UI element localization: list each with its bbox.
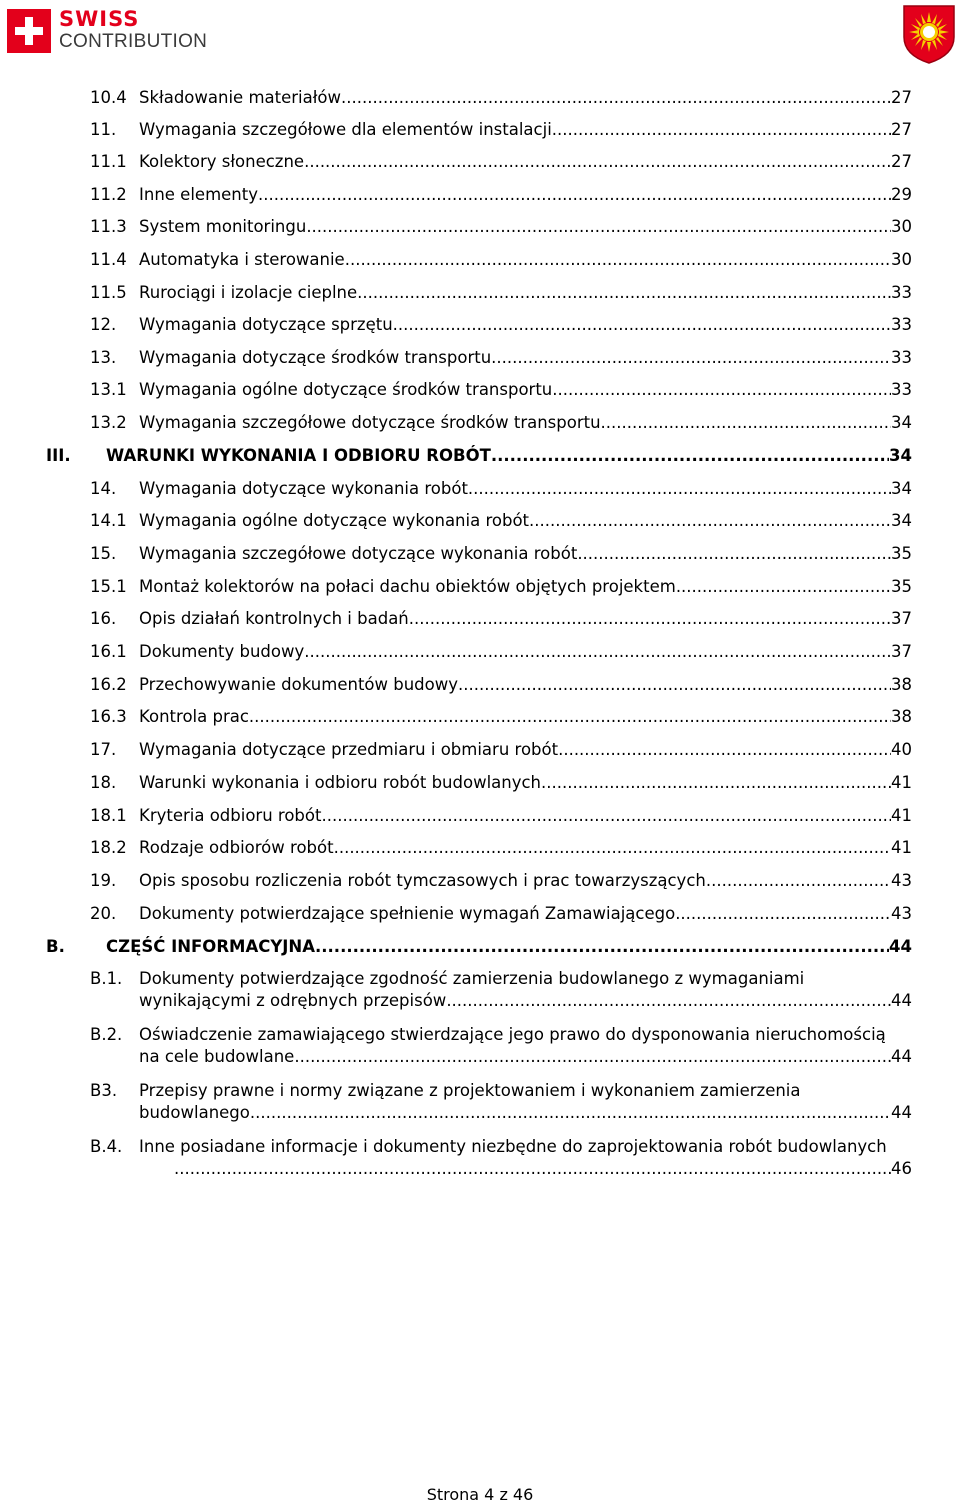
toc-entry[interactable] <box>0 674 960 696</box>
toc-page-number: 41 <box>891 773 912 792</box>
toc-entry-number: 18.1 <box>90 806 127 825</box>
toc-page-number: 44 <box>891 1047 912 1066</box>
toc-page-number: 41 <box>891 806 912 825</box>
toc-entry-title: na cele budowlane <box>139 1047 295 1066</box>
toc-entry-number: 11. <box>90 120 117 139</box>
toc-entry-number: 13.1 <box>90 380 127 399</box>
toc-dot-leader <box>706 870 891 892</box>
toc-entry-title: System monitoringu <box>139 217 307 236</box>
toc-entry-title: Wymagania dotyczące sprzętu <box>139 315 393 334</box>
toc-entry[interactable] <box>0 216 960 238</box>
toc-dot-leader <box>345 249 891 271</box>
toc-dot-leader <box>357 282 891 304</box>
toc-entry-title: Wymagania dotyczące środków transportu <box>139 348 492 367</box>
toc-page-number: 35 <box>891 577 912 596</box>
toc-dot-leader <box>468 478 891 500</box>
toc-entry-number: 14. <box>90 479 117 498</box>
toc-entry-title: Kontrola prac <box>139 707 249 726</box>
toc-page-number: 34 <box>891 413 912 432</box>
toc-dot-leader <box>601 412 891 434</box>
toc-entry-number: 11.2 <box>90 185 127 204</box>
logo-text-line2: CONTRIBUTION <box>59 31 208 52</box>
toc-entry-title-line1: Przepisy prawne i normy związane z projektowaniem i wykonaniem zamierzenia <box>139 1081 801 1100</box>
toc-dot-leader <box>675 903 891 925</box>
toc-entry[interactable] <box>0 641 960 663</box>
toc-entry[interactable] <box>0 412 960 434</box>
toc-entry-title: Wymagania dotyczące wykonania robót <box>139 479 468 498</box>
toc-entry-title: Wymagania szczegółowe dla elementów instalacji <box>139 120 552 139</box>
toc-dot-leader <box>552 379 891 401</box>
toc-entry-title: CZĘŚĆ INFORMACYJNA <box>106 937 315 956</box>
toc-page-number: 46 <box>891 1159 912 1178</box>
toc-page-number: 40 <box>891 740 912 759</box>
toc-entry[interactable] <box>0 347 960 369</box>
toc-entry-number: 13.2 <box>90 413 127 432</box>
toc-entry-title: wynikającymi z odrębnych przepisów <box>139 991 447 1010</box>
toc-entry[interactable] <box>0 936 960 958</box>
toc-entry-title: WARUNKI WYKONANIA I ODBIORU ROBÓT <box>106 446 491 465</box>
toc-entry[interactable] <box>0 576 960 598</box>
coat-of-arms-icon <box>901 3 957 65</box>
toc-entry[interactable] <box>0 1136 960 1180</box>
toc-entry[interactable] <box>0 151 960 173</box>
toc-entry[interactable] <box>0 445 960 467</box>
toc-page-number: 41 <box>891 838 912 857</box>
toc-entry[interactable] <box>0 282 960 304</box>
toc-entry-number: 11.5 <box>90 283 127 302</box>
toc-dot-leader <box>676 576 891 598</box>
toc-entry-title: Kryteria odbioru robót <box>139 806 322 825</box>
swiss-contribution-logo <box>7 9 227 55</box>
toc-entry-number: 17. <box>90 740 117 759</box>
toc-dot-leader <box>558 739 891 761</box>
toc-page-number: 27 <box>891 120 912 139</box>
toc-entry[interactable] <box>0 184 960 206</box>
toc-entry-number: 16.3 <box>90 707 127 726</box>
toc-dot-leader <box>529 510 891 532</box>
toc-entry-number: 12. <box>90 315 117 334</box>
toc-entry-number: 18.2 <box>90 838 127 857</box>
toc-entry[interactable] <box>0 1080 960 1124</box>
toc-entry-number: B.2. <box>90 1025 123 1044</box>
toc-entry-title: Składowanie materiałów <box>139 88 342 107</box>
toc-entry-title: Wymagania dotyczące przedmiaru i obmiaru robót <box>139 740 559 759</box>
toc-entry-title-line1: Oświadczenie zamawiającego stwierdzające jego prawo do dysponowania nieruchomością <box>139 1025 886 1044</box>
toc-dot-leader <box>315 936 889 958</box>
toc-page-number: 30 <box>891 250 912 269</box>
toc-entry-number: 11.1 <box>90 152 127 171</box>
toc-dot-leader <box>306 216 891 238</box>
toc-page-number: 33 <box>891 380 912 399</box>
toc-page-number: 35 <box>891 544 912 563</box>
toc-dot-leader <box>249 706 891 728</box>
toc-page-number: 34 <box>889 446 912 465</box>
toc-entry-title-line1: Dokumenty potwierdzające zgodność zamierzenia budowlanego z wymaganiami <box>139 969 805 988</box>
toc-entry-number: 16. <box>90 609 117 628</box>
toc-entry-number: 11.3 <box>90 217 127 236</box>
page-number-footer: Strona 4 z 46 <box>426 1485 534 1504</box>
toc-dot-leader <box>321 805 891 827</box>
toc-entry-title: Opis działań kontrolnych i badań <box>139 609 409 628</box>
toc-entry-number: 16.2 <box>90 675 127 694</box>
toc-entry-title: Wymagania ogólne dotyczące środków transportu <box>139 380 553 399</box>
toc-dot-leader <box>250 1102 891 1124</box>
toc-entry[interactable] <box>0 478 960 500</box>
toc-page-number: 37 <box>891 642 912 661</box>
toc-entry-title: Montaż kolektorów na połaci dachu obiektów objętych projektem <box>139 577 676 596</box>
swiss-cross-icon <box>7 9 51 53</box>
toc-dot-leader <box>304 641 891 663</box>
toc-entry[interactable] <box>0 968 960 1012</box>
toc-entry-title-line1: Inne posiadane informacje i dokumenty niezbędne do zaprojektowania robót budowlanych <box>139 1137 887 1156</box>
toc-dot-leader <box>334 837 891 859</box>
toc-entry-title: Warunki wykonania i odbioru robót budowlanych <box>139 773 542 792</box>
logo-text-line1: SWISS <box>59 7 140 31</box>
toc-entry-title: Wymagania szczegółowe dotyczące wykonania robót <box>139 544 578 563</box>
toc-dot-leader <box>458 674 891 696</box>
toc-entry[interactable] <box>0 87 960 109</box>
toc-entry-title: Rodzaje odbiorów robót <box>139 838 334 857</box>
toc-entry[interactable] <box>0 314 960 336</box>
toc-dot-leader <box>294 1046 891 1068</box>
toc-entry[interactable] <box>0 510 960 532</box>
toc-page-number: 30 <box>891 217 912 236</box>
toc-entry-title: Inne elementy <box>139 185 258 204</box>
toc-entry[interactable] <box>0 870 960 892</box>
toc-entry[interactable] <box>0 119 960 141</box>
toc-entry[interactable] <box>0 608 960 630</box>
toc-entry-title: Opis sposobu rozliczenia robót tymczasowych i prac towarzyszących <box>139 871 706 890</box>
toc-entry-title: Rurociągi i izolacje cieplne <box>139 283 358 302</box>
toc-entry-number: B3. <box>90 1081 118 1100</box>
toc-page-number: 44 <box>891 991 912 1010</box>
toc-dot-leader <box>541 772 891 794</box>
toc-entry[interactable] <box>0 772 960 794</box>
toc-entry[interactable] <box>0 739 960 761</box>
toc-page-number: 33 <box>891 348 912 367</box>
toc-dot-leader <box>409 608 891 630</box>
toc-page-number: 43 <box>891 904 912 923</box>
toc-entry-number: 18. <box>90 773 117 792</box>
toc-page-number: 33 <box>891 283 912 302</box>
toc-entry-number: 15. <box>90 544 117 563</box>
toc-dot-leader <box>577 543 891 565</box>
toc-entry[interactable] <box>0 1024 960 1068</box>
toc-dot-leader <box>304 151 891 173</box>
toc-entry-title: Dokumenty potwierdzające spełnienie wymagań Zamawiającego <box>139 904 676 923</box>
toc-entry[interactable] <box>0 706 960 728</box>
toc-page-number: 44 <box>891 1103 912 1122</box>
toc-page-number: 34 <box>891 511 912 530</box>
toc-page-number: 43 <box>891 871 912 890</box>
toc-entry-title: Przechowywanie dokumentów budowy <box>139 675 459 694</box>
toc-entry-number: 16.1 <box>90 642 127 661</box>
toc-entry-number: 11.4 <box>90 250 127 269</box>
toc-entry-number: B.4. <box>90 1137 123 1156</box>
toc-entry-number: III. <box>46 446 71 465</box>
toc-entry-number: 10.4 <box>90 88 127 107</box>
toc-dot-leader <box>258 184 891 206</box>
toc-entry[interactable] <box>0 543 960 565</box>
toc-page-number: 38 <box>891 707 912 726</box>
toc-page-number: 44 <box>889 937 912 956</box>
toc-entry-title: Kolektory słoneczne <box>139 152 305 171</box>
toc-entry-number: B. <box>46 937 65 956</box>
toc-dot-leader <box>393 314 891 336</box>
toc-dot-leader <box>341 87 891 109</box>
toc-entry[interactable] <box>0 805 960 827</box>
toc-page-number: 33 <box>891 315 912 334</box>
toc-dot-leader <box>446 990 891 1012</box>
toc-entry-number: 15.1 <box>90 577 127 596</box>
toc-page-number: 38 <box>891 675 912 694</box>
toc-entry-number: 13. <box>90 348 117 367</box>
toc-entry[interactable] <box>0 837 960 859</box>
toc-dot-leader <box>552 119 891 141</box>
toc-entry-title: Dokumenty budowy <box>139 642 305 661</box>
toc-entry-title: Automatyka i sterowanie <box>139 250 345 269</box>
toc-dot-leader <box>174 1158 891 1180</box>
toc-entry-number: B.1. <box>90 969 123 988</box>
toc-dot-leader <box>491 347 891 369</box>
toc-entry-title: budowlanego <box>139 1103 250 1122</box>
toc-entry[interactable] <box>0 379 960 401</box>
toc-page-number: 37 <box>891 609 912 628</box>
toc-entry-number: 19. <box>90 871 117 890</box>
toc-page-number: 27 <box>891 88 912 107</box>
toc-dot-leader <box>491 445 889 467</box>
toc-entry[interactable] <box>0 249 960 271</box>
toc-entry-title: Wymagania szczegółowe dotyczące środków transportu <box>139 413 601 432</box>
toc-entry-number: 14.1 <box>90 511 127 530</box>
toc-entry-title: Wymagania ogólne dotyczące wykonania robót <box>139 511 530 530</box>
toc-page-number: 27 <box>891 152 912 171</box>
toc-entry[interactable] <box>0 903 960 925</box>
toc-page-number: 29 <box>891 185 912 204</box>
toc-page-number: 34 <box>891 479 912 498</box>
toc-entry-number: 20. <box>90 904 117 923</box>
